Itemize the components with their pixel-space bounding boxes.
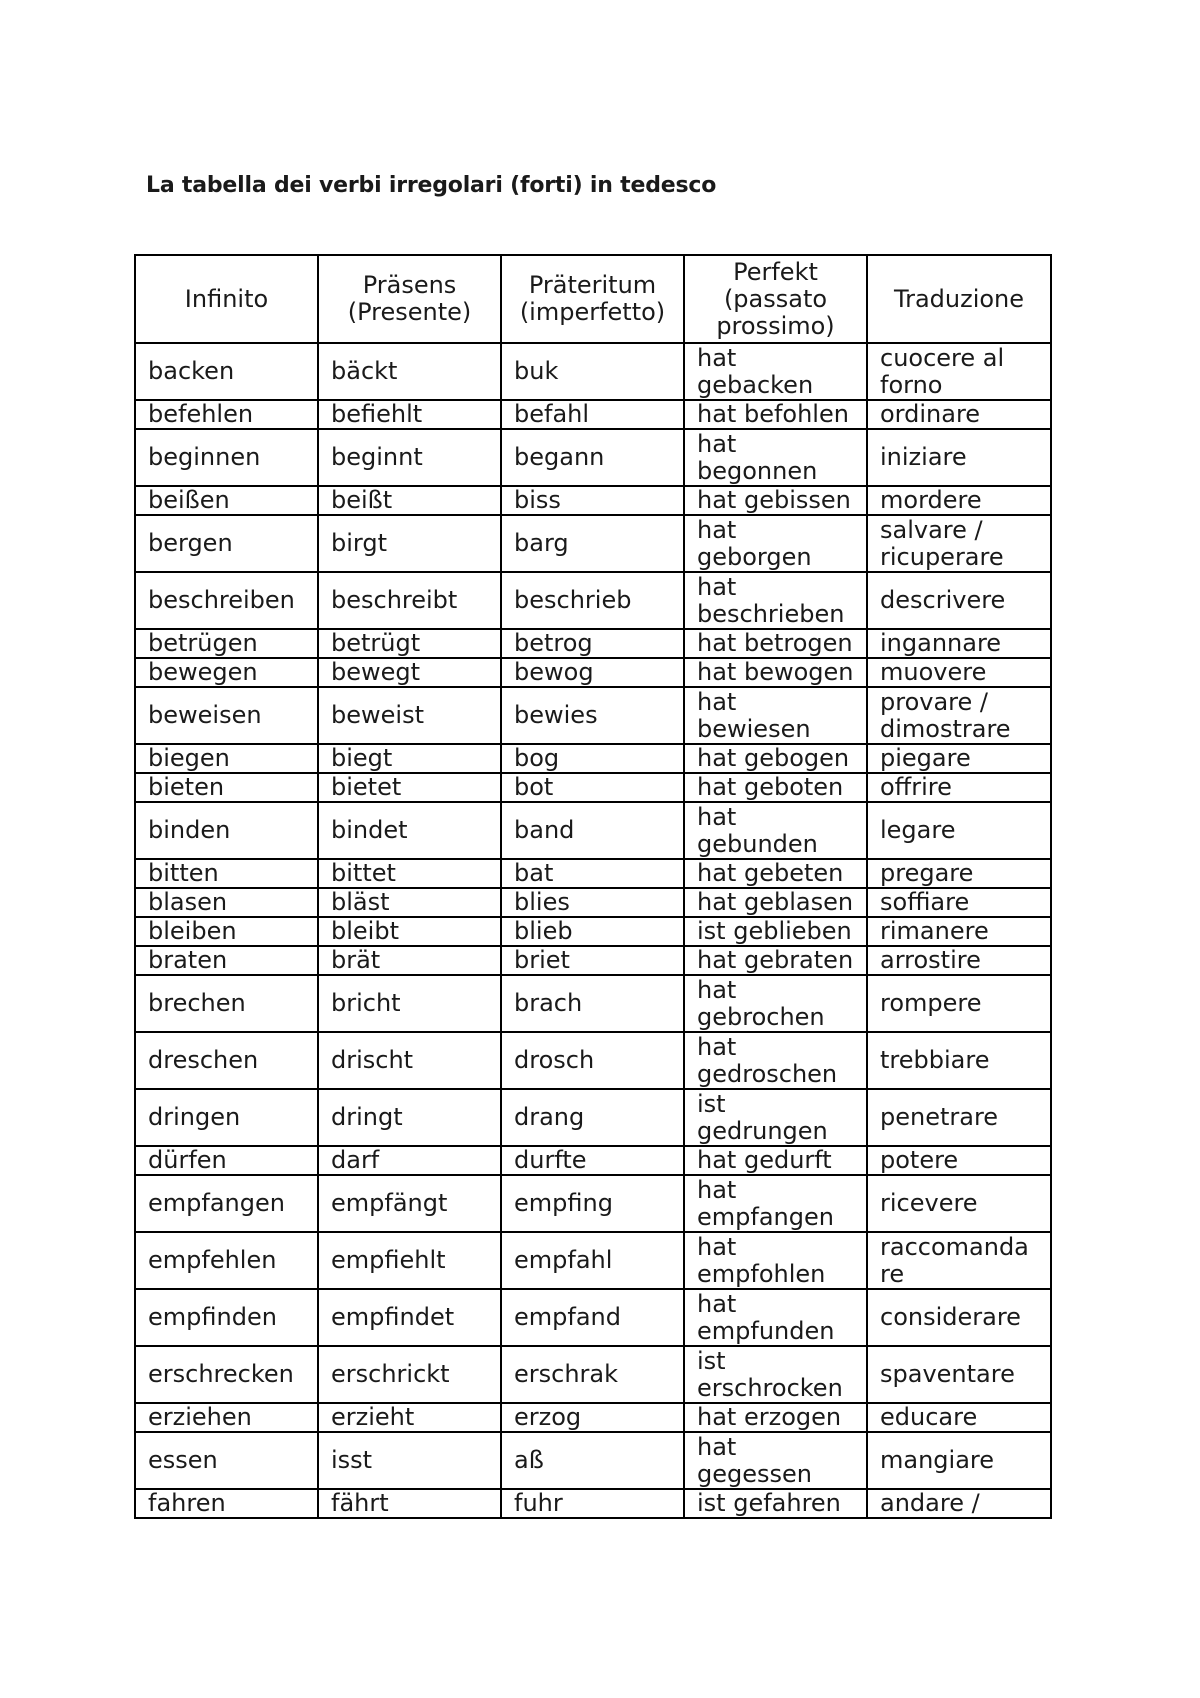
- cell-present: bindet: [318, 802, 501, 859]
- cell-present: bietet: [318, 773, 501, 802]
- cell-perfect: hat befohlen: [684, 400, 867, 429]
- cell-infinitive: empfehlen: [135, 1232, 318, 1289]
- cell-preterite: aß: [501, 1432, 684, 1489]
- cell-infinitive: bieten: [135, 773, 318, 802]
- table-row: [135, 572, 1051, 629]
- cell-preterite: erzog: [501, 1403, 684, 1432]
- table-row: [135, 629, 1051, 658]
- table-row: [135, 515, 1051, 572]
- cell-infinitive: binden: [135, 802, 318, 859]
- cell-present: brät: [318, 946, 501, 975]
- table-row: [135, 486, 1051, 515]
- cell-infinitive: befehlen: [135, 400, 318, 429]
- table-row: [135, 1232, 1051, 1289]
- cell-translation: arrostire: [867, 946, 1051, 975]
- cell-infinitive: dringen: [135, 1089, 318, 1146]
- cell-infinitive: dürfen: [135, 1146, 318, 1175]
- table-row: [135, 1289, 1051, 1346]
- table-row: [135, 1032, 1051, 1089]
- cell-present: isst: [318, 1432, 501, 1489]
- cell-present: betrügt: [318, 629, 501, 658]
- cell-preterite: bewies: [501, 687, 684, 744]
- cell-perfect: hat gegessen: [684, 1432, 867, 1489]
- cell-translation: ordinare: [867, 400, 1051, 429]
- cell-present: drischt: [318, 1032, 501, 1089]
- cell-perfect: ist gedrungen: [684, 1089, 867, 1146]
- cell-infinitive: bergen: [135, 515, 318, 572]
- cell-present: biegt: [318, 744, 501, 773]
- cell-present: erschrickt: [318, 1346, 501, 1403]
- cell-translation: mordere: [867, 486, 1051, 515]
- cell-perfect: hat gebeten: [684, 859, 867, 888]
- cell-perfect: hat begonnen: [684, 429, 867, 486]
- cell-translation: offrire: [867, 773, 1051, 802]
- cell-perfect: hat erzogen: [684, 1403, 867, 1432]
- cell-translation: penetrare: [867, 1089, 1051, 1146]
- cell-preterite: betrog: [501, 629, 684, 658]
- cell-infinitive: brechen: [135, 975, 318, 1032]
- cell-infinitive: beschreiben: [135, 572, 318, 629]
- cell-preterite: bat: [501, 859, 684, 888]
- cell-translation: descrivere: [867, 572, 1051, 629]
- cell-preterite: empfing: [501, 1175, 684, 1232]
- table-row: [135, 1146, 1051, 1175]
- table-row: [135, 687, 1051, 744]
- table-row: [135, 917, 1051, 946]
- cell-preterite: briet: [501, 946, 684, 975]
- cell-infinitive: essen: [135, 1432, 318, 1489]
- cell-preterite: fuhr: [501, 1489, 684, 1518]
- verb-table: [134, 254, 1052, 1519]
- cell-preterite: bog: [501, 744, 684, 773]
- cell-preterite: bot: [501, 773, 684, 802]
- cell-preterite: buk: [501, 343, 684, 400]
- cell-infinitive: empfangen: [135, 1175, 318, 1232]
- cell-infinitive: braten: [135, 946, 318, 975]
- cell-perfect: hat gebraten: [684, 946, 867, 975]
- table-row: [135, 888, 1051, 917]
- cell-infinitive: dreschen: [135, 1032, 318, 1089]
- table-row: [135, 658, 1051, 687]
- cell-preterite: barg: [501, 515, 684, 572]
- cell-perfect: hat gebogen: [684, 744, 867, 773]
- cell-translation: ricevere: [867, 1175, 1051, 1232]
- cell-present: empfindet: [318, 1289, 501, 1346]
- table-row: [135, 1089, 1051, 1146]
- cell-preterite: biss: [501, 486, 684, 515]
- cell-perfect: hat gedurft: [684, 1146, 867, 1175]
- cell-translation: salvare / ricuperare: [867, 515, 1051, 572]
- cell-translation: mangiare: [867, 1432, 1051, 1489]
- cell-preterite: blies: [501, 888, 684, 917]
- cell-present: beschreibt: [318, 572, 501, 629]
- cell-perfect: ist erschrocken: [684, 1346, 867, 1403]
- table-row: [135, 1432, 1051, 1489]
- cell-infinitive: beweisen: [135, 687, 318, 744]
- cell-present: bäckt: [318, 343, 501, 400]
- cell-preterite: blieb: [501, 917, 684, 946]
- cell-translation: soffiare: [867, 888, 1051, 917]
- cell-perfect: hat gebissen: [684, 486, 867, 515]
- cell-perfect: hat bewiesen: [684, 687, 867, 744]
- cell-perfect: hat geblasen: [684, 888, 867, 917]
- table-row: [135, 1346, 1051, 1403]
- header-praesens: Präsens (Presente): [318, 255, 501, 343]
- cell-preterite: drosch: [501, 1032, 684, 1089]
- cell-translation: muovere: [867, 658, 1051, 687]
- cell-present: dringt: [318, 1089, 501, 1146]
- cell-present: darf: [318, 1146, 501, 1175]
- cell-translation: trebbiare: [867, 1032, 1051, 1089]
- cell-perfect: hat gebrochen: [684, 975, 867, 1032]
- cell-translation: iniziare: [867, 429, 1051, 486]
- header-praeteritum: Präteritum (imperfetto): [501, 255, 684, 343]
- cell-perfect: hat gedroschen: [684, 1032, 867, 1089]
- cell-infinitive: erschrecken: [135, 1346, 318, 1403]
- cell-preterite: befahl: [501, 400, 684, 429]
- table-row: [135, 859, 1051, 888]
- cell-translation: legare: [867, 802, 1051, 859]
- header-row: [135, 255, 1051, 343]
- verb-table-body: [135, 343, 1051, 1518]
- cell-translation: provare / dimostrare: [867, 687, 1051, 744]
- cell-translation: andare /: [867, 1489, 1051, 1518]
- cell-preterite: empfahl: [501, 1232, 684, 1289]
- cell-present: bittet: [318, 859, 501, 888]
- header-traduzione: Traduzione: [867, 255, 1051, 343]
- cell-infinitive: bitten: [135, 859, 318, 888]
- table-row: [135, 429, 1051, 486]
- cell-present: beißt: [318, 486, 501, 515]
- cell-preterite: beschrieb: [501, 572, 684, 629]
- cell-present: empfiehlt: [318, 1232, 501, 1289]
- cell-infinitive: bewegen: [135, 658, 318, 687]
- cell-translation: educare: [867, 1403, 1051, 1432]
- cell-present: erzieht: [318, 1403, 501, 1432]
- cell-translation: rimanere: [867, 917, 1051, 946]
- cell-translation: raccomandare: [867, 1232, 1051, 1289]
- table-row: [135, 773, 1051, 802]
- table-row: [135, 1403, 1051, 1432]
- cell-perfect: ist gefahren: [684, 1489, 867, 1518]
- cell-infinitive: erziehen: [135, 1403, 318, 1432]
- cell-perfect: hat geborgen: [684, 515, 867, 572]
- cell-present: bricht: [318, 975, 501, 1032]
- cell-infinitive: beißen: [135, 486, 318, 515]
- cell-preterite: bewog: [501, 658, 684, 687]
- header-infinito: Infinito: [135, 255, 318, 343]
- cell-perfect: ist geblieben: [684, 917, 867, 946]
- cell-translation: rompere: [867, 975, 1051, 1032]
- table-row: [135, 400, 1051, 429]
- cell-infinitive: biegen: [135, 744, 318, 773]
- table-row: [135, 343, 1051, 400]
- cell-translation: piegare: [867, 744, 1051, 773]
- cell-infinitive: betrügen: [135, 629, 318, 658]
- cell-infinitive: bleiben: [135, 917, 318, 946]
- cell-present: fährt: [318, 1489, 501, 1518]
- cell-infinitive: fahren: [135, 1489, 318, 1518]
- cell-translation: potere: [867, 1146, 1051, 1175]
- cell-present: befiehlt: [318, 400, 501, 429]
- cell-present: bleibt: [318, 917, 501, 946]
- table-row: [135, 946, 1051, 975]
- cell-infinitive: backen: [135, 343, 318, 400]
- cell-preterite: durfte: [501, 1146, 684, 1175]
- cell-perfect: hat gebunden: [684, 802, 867, 859]
- cell-present: beginnt: [318, 429, 501, 486]
- cell-infinitive: empfinden: [135, 1289, 318, 1346]
- cell-present: birgt: [318, 515, 501, 572]
- table-row: [135, 802, 1051, 859]
- cell-perfect: hat betrogen: [684, 629, 867, 658]
- cell-translation: ingannare: [867, 629, 1051, 658]
- table-row: [135, 975, 1051, 1032]
- cell-perfect: hat geboten: [684, 773, 867, 802]
- cell-present: beweist: [318, 687, 501, 744]
- cell-infinitive: blasen: [135, 888, 318, 917]
- cell-preterite: empfand: [501, 1289, 684, 1346]
- cell-preterite: brach: [501, 975, 684, 1032]
- table-row: [135, 1489, 1051, 1518]
- page-title: La tabella dei verbi irregolari (forti) in tedesco: [146, 173, 717, 198]
- cell-infinitive: beginnen: [135, 429, 318, 486]
- cell-perfect: hat beschrieben: [684, 572, 867, 629]
- cell-preterite: band: [501, 802, 684, 859]
- cell-preterite: erschrak: [501, 1346, 684, 1403]
- cell-translation: considerare: [867, 1289, 1051, 1346]
- cell-present: bewegt: [318, 658, 501, 687]
- cell-present: bläst: [318, 888, 501, 917]
- cell-perfect: hat empfangen: [684, 1175, 867, 1232]
- cell-preterite: begann: [501, 429, 684, 486]
- table-row: [135, 1175, 1051, 1232]
- cell-translation: cuocere al forno: [867, 343, 1051, 400]
- cell-perfect: hat empfunden: [684, 1289, 867, 1346]
- cell-preterite: drang: [501, 1089, 684, 1146]
- cell-perfect: hat gebacken: [684, 343, 867, 400]
- table-row: [135, 744, 1051, 773]
- cell-translation: pregare: [867, 859, 1051, 888]
- cell-translation: spaventare: [867, 1346, 1051, 1403]
- cell-perfect: hat empfohlen: [684, 1232, 867, 1289]
- cell-present: empfängt: [318, 1175, 501, 1232]
- cell-perfect: hat bewogen: [684, 658, 867, 687]
- header-perfekt: Perfekt (passato prossimo): [684, 255, 867, 343]
